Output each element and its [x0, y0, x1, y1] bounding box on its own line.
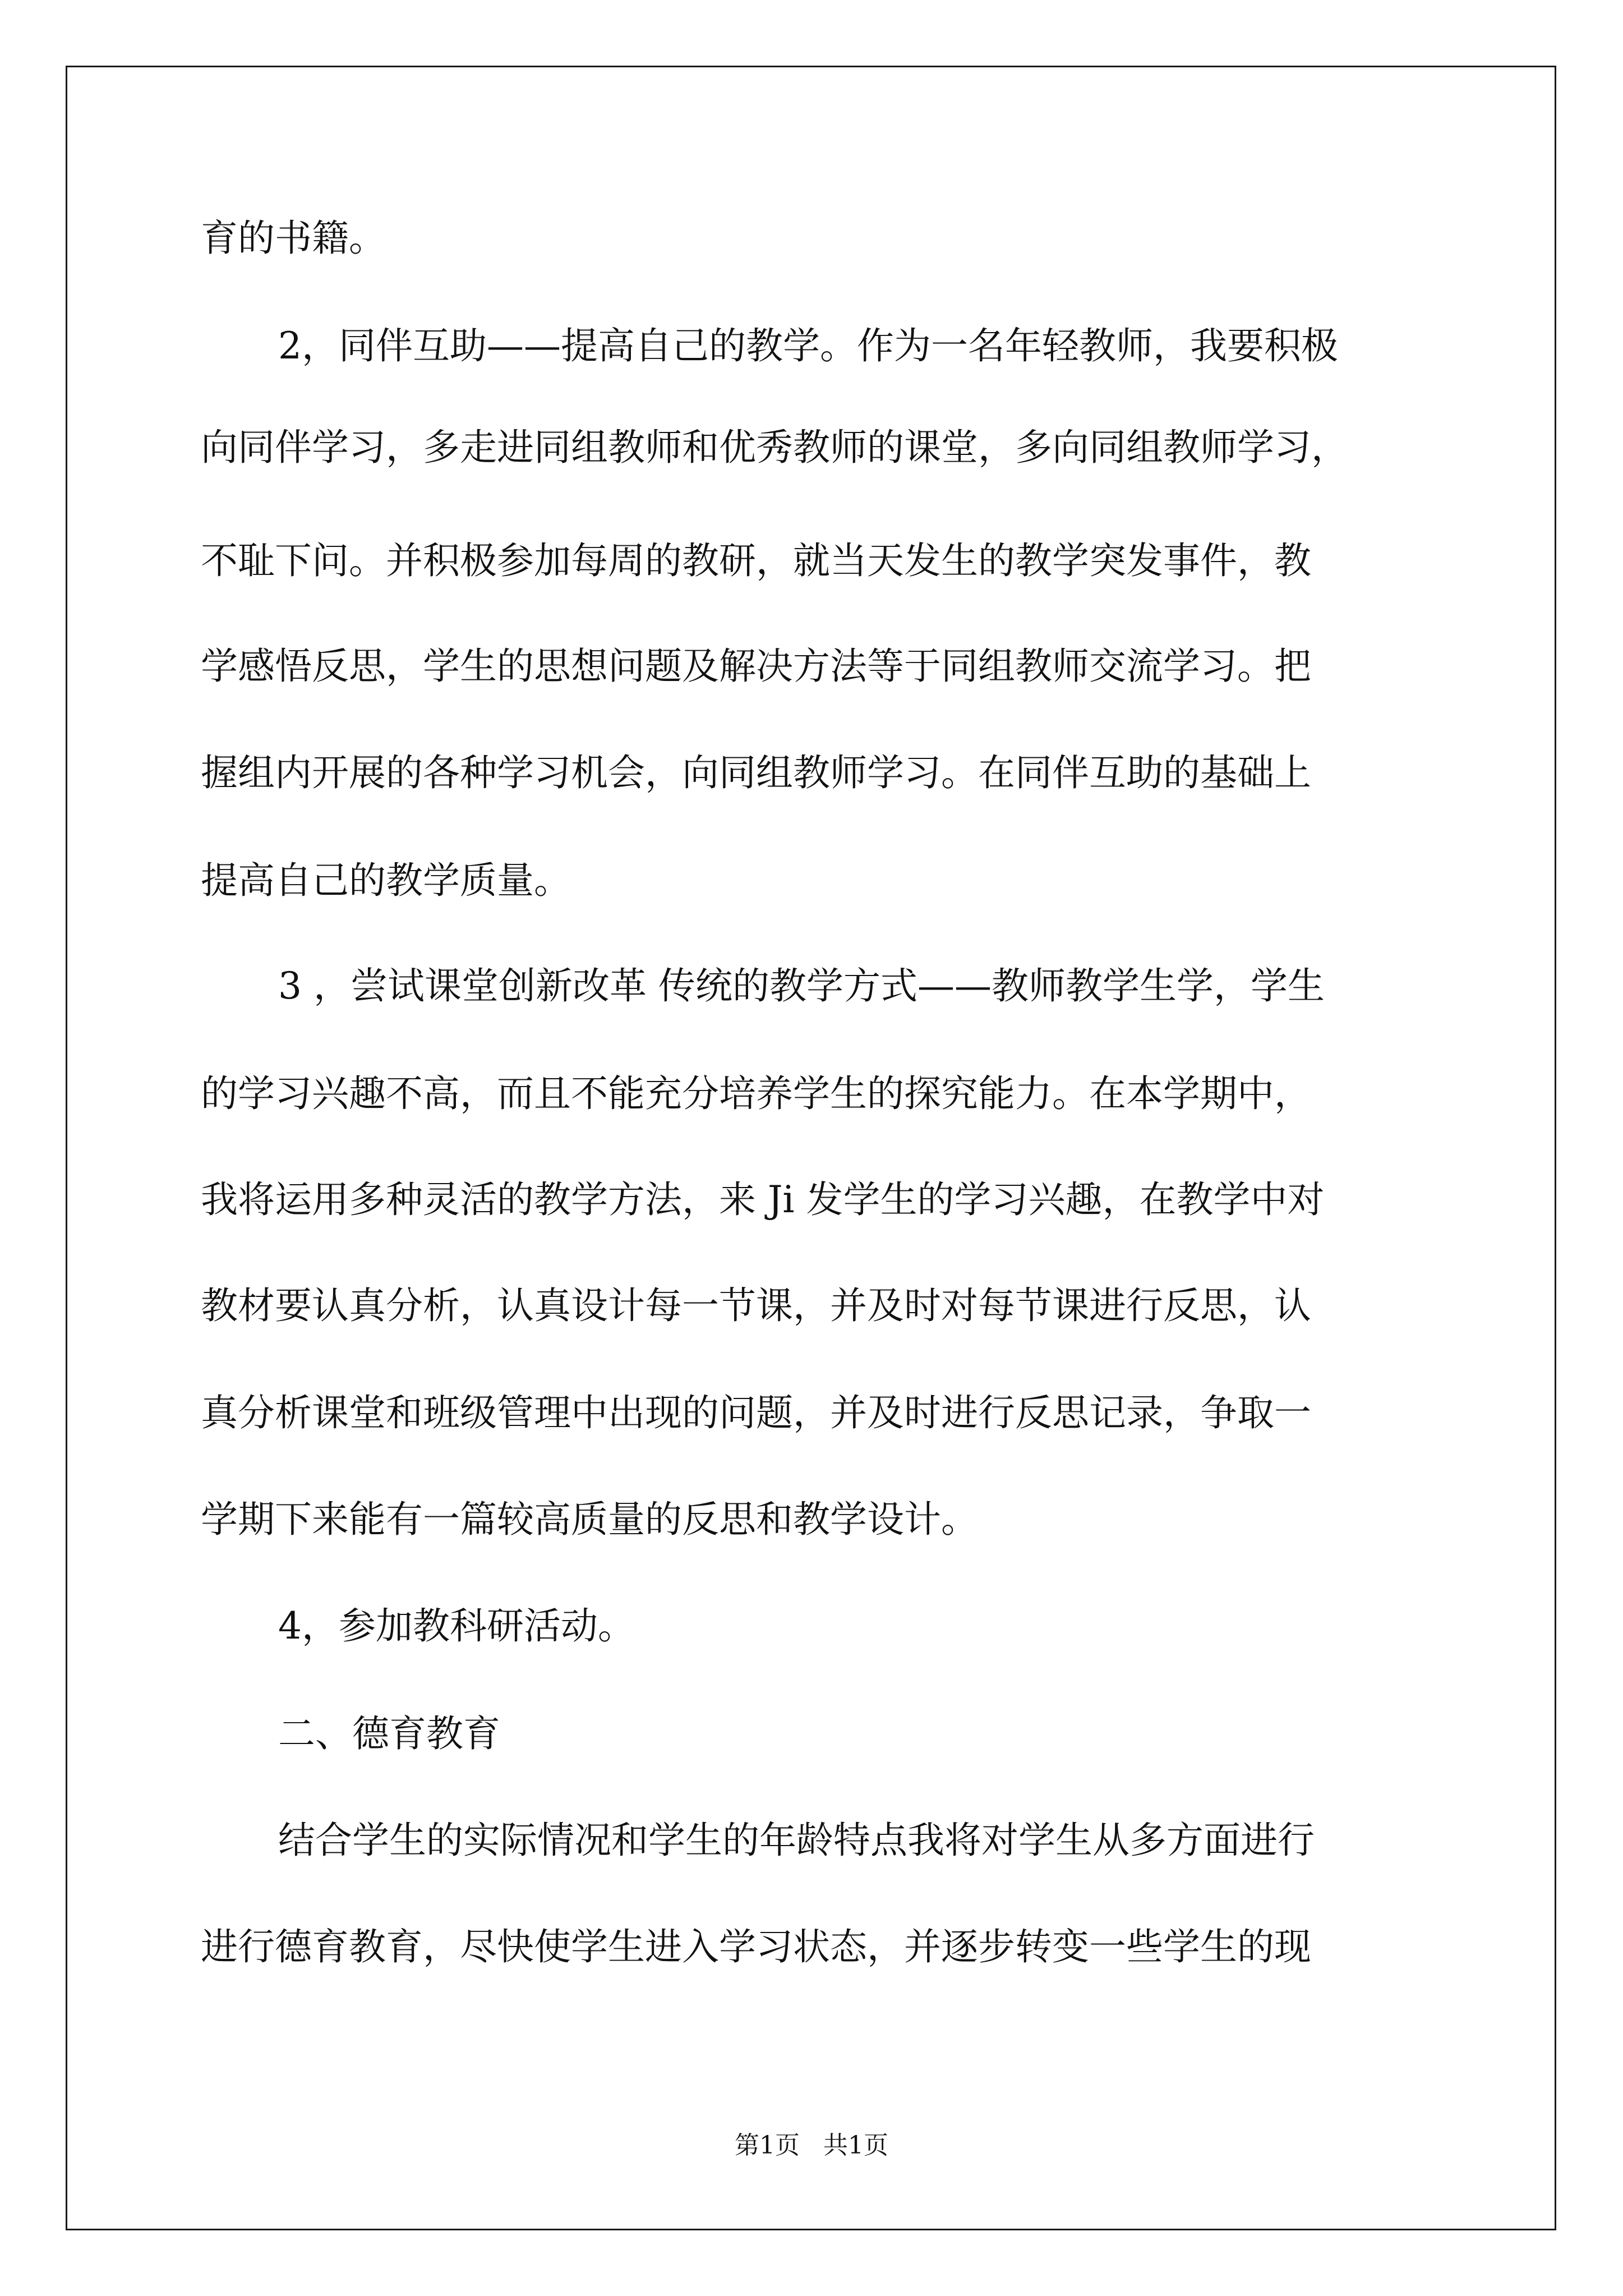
text-line: 我将运用多种灵活的教学方法，来 Ji 发学生的学习兴趣，在教学中对: [201, 1178, 1325, 1221]
text-line: 进行德育教育，尽快使学生进入学习状态，并逐步转变一些学生的现: [201, 1925, 1311, 1968]
text-line: 的学习兴趣不高，而且不能充分培养学生的探究能力。在本学期中，: [201, 1072, 1311, 1115]
text-line: 握组内开展的各种学习机会，向同组教师学习。在同伴互助的基础上: [201, 751, 1311, 794]
text-line: 育的书籍。: [201, 217, 386, 260]
text-line: 结合学生的实际情况和学生的年龄特点我将对学生从多方面进行: [278, 1819, 1315, 1862]
text-line: 提高自己的教学质量。: [201, 859, 571, 902]
text-line: 不耻下问。并积极参加每周的教研，就当天发生的教学突发事件，教: [201, 539, 1311, 582]
page-number-footer: 第1页 共1页: [735, 2131, 888, 2160]
text-line: 2，同伴互助——提高自己的教学。作为一名年轻教师，我要积极: [278, 324, 1338, 367]
text-line: 教材要认真分析，认真设计每一节课，并及时对每节课进行反思，认: [201, 1284, 1311, 1327]
section-heading: 二、德育教育: [278, 1712, 500, 1755]
page-border: [66, 66, 1556, 2230]
text-line: 向同伴学习，多走进同组教师和优秀教师的课堂，多向同组教师学习，: [201, 426, 1348, 469]
text-line: 3 ，尝试课堂创新改革 传统的教学方式——教师教学生学，学生: [278, 964, 1325, 1007]
text-line: 4，参加教科研活动。: [278, 1604, 635, 1648]
text-line: 学期下来能有一篇较高质量的反思和教学设计。: [201, 1498, 978, 1541]
text-line: 学感悟反思，学生的思想问题及解决方法等于同组教师交流学习。把: [201, 645, 1311, 688]
text-line: 真分析课堂和班级管理中出现的问题，并及时进行反思记录，争取一: [201, 1391, 1311, 1434]
